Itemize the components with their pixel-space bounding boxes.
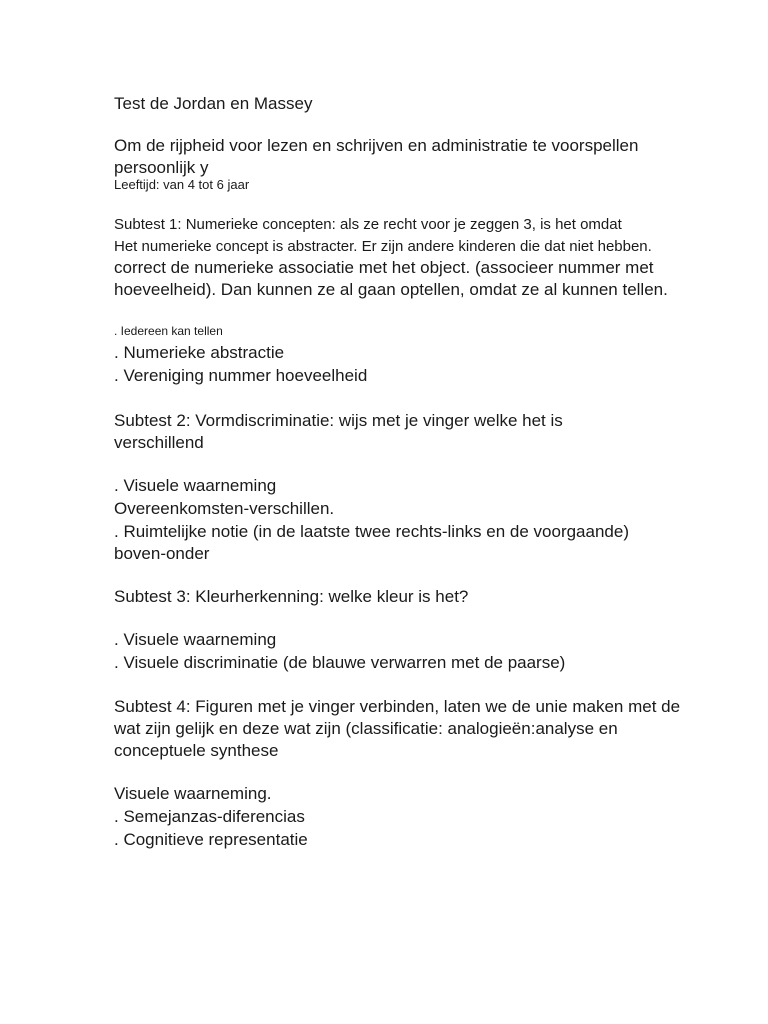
- subtest1-line-1: Subtest 1: Numerieke concepten: als ze recht voor je zeggen 3, is het omdat: [114, 216, 622, 233]
- subtest2-line-1: Subtest 2: Vormdiscriminatie: wijs met je vinger welke het is: [114, 411, 563, 430]
- subtest4-line-3: conceptuele synthese: [114, 741, 279, 760]
- subtest2-item-3b: boven-onder: [114, 544, 210, 563]
- subtest4-line-2: wat zijn gelijk en deze wat zijn (classificatie: analogieën:analyse en: [114, 719, 618, 738]
- subtest3-item-1: . Visuele waarneming: [114, 630, 277, 649]
- subtest1-item-3: . Vereniging nummer hoeveelheid: [114, 366, 368, 385]
- subtest4-line-1: Subtest 4: Figuren met je vinger verbinden, laten we de unie maken met de: [114, 697, 681, 716]
- subtest2-item-3a: . Ruimtelijke notie (in de laatste twee rechts-links en de voorgaande): [114, 522, 629, 541]
- age-range-line: Leeftijd: van 4 tot 6 jaar: [114, 177, 250, 192]
- subtest1-line-3: correct de numerieke associatie met het object. (associeer nummer met: [114, 258, 654, 277]
- subtest1-line-2: Het numerieke concept is abstracter. Er zijn andere kinderen die dat niet hebben.: [114, 238, 652, 255]
- subtest2-item-2: Overeenkomsten-verschillen.: [114, 499, 335, 518]
- subtest1-item-2: . Numerieke abstractie: [114, 343, 285, 362]
- subtest3-item-2: . Visuele discriminatie (de blauwe verwarren met de paarse): [114, 653, 566, 672]
- subtest2-item-1: . Visuele waarneming: [114, 476, 277, 495]
- subtest1-item-1: . Iedereen kan tellen: [114, 324, 223, 338]
- intro-line-1: Om de rijpheid voor lezen en schrijven en administratie te voorspellen: [114, 136, 639, 155]
- subtest4-item-1: Visuele waarneming.: [114, 784, 272, 803]
- subtest4-item-2: . Semejanzas-diferencias: [114, 807, 305, 826]
- subtest2-line-2: verschillend: [114, 433, 204, 452]
- document-title: Test de Jordan en Massey: [114, 94, 313, 113]
- subtest1-line-4: hoeveelheid). Dan kunnen ze al gaan optellen, omdat ze al kunnen tellen.: [114, 280, 668, 299]
- subtest4-item-3: . Cognitieve representatie: [114, 830, 308, 849]
- document-page: [114, 93, 681, 851]
- subtest3-line-1: Subtest 3: Kleurherkenning: welke kleur is het?: [114, 587, 469, 606]
- intro-line-2: persoonlijk y: [114, 158, 209, 177]
